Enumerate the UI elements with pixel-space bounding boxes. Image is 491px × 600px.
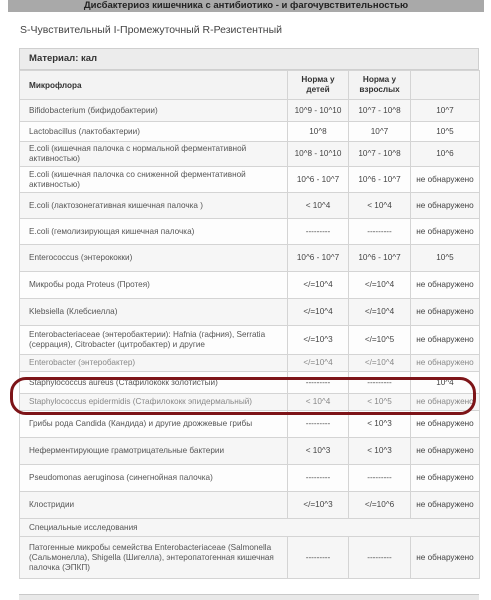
row-norm-adults: --------- [349,219,411,245]
sensitivity-legend: S-Чувствительный I-Промежуточный R-Резистентный [20,24,282,36]
row-norm-adults: 10^7 [349,122,411,142]
row-norm-adults: </=10^4 [349,272,411,299]
column-header-microflora: Микрофлора [20,71,288,100]
table-row [20,100,480,122]
row-result: не обнаружено [411,193,480,219]
row-norm-children: < 10^3 [288,438,349,465]
table-row [20,372,480,394]
row-result: не обнаружено [411,438,480,465]
section-row [20,519,480,537]
column-header-result [411,71,480,100]
row-norm-adults: </=10^6 [349,492,411,519]
table-row [20,438,480,465]
row-norm-children: --------- [288,537,349,579]
row-norm-adults: </=10^4 [349,355,411,372]
row-norm-adults: 10^7 - 10^8 [349,100,411,122]
row-organism: Патогенные микробы семейства Enterobacteriaceae (Salmonella (Сальмонелла), Shigella (Шигелла), энтеропатогенная кишечная палочка (ЭПКП) [20,537,288,579]
row-result: не обнаружено [411,219,480,245]
row-organism: Клостридии [20,492,288,519]
row-organism: Грибы рода Candida (Кандида) и другие дрожжевые грибы [20,411,288,438]
row-result: не обнаружено [411,411,480,438]
row-norm-adults: --------- [349,465,411,492]
row-norm-children: --------- [288,219,349,245]
row-result: 10^4 [411,372,480,394]
row-organism: E.coli (гемолизирующая кишечная палочка) [20,219,288,245]
row-norm-adults: 10^6 - 10^7 [349,167,411,193]
table-row [20,394,480,411]
row-organism: Bifidobacterium (бифидобактерии) [20,100,288,122]
row-result: не обнаружено [411,537,480,579]
table-row [20,355,480,372]
table-header-row [20,71,480,100]
row-result: не обнаружено [411,272,480,299]
row-organism: E.coli (кишечная палочка с нормальной ферментативной активностью) [20,142,288,167]
row-organism: Enterobacteriaceae (энтеробактерии): Hafnia (гафния), Serratia (серрация), Citrobacter (цитробактер) и другие [20,326,288,355]
table-row [20,299,480,326]
row-norm-adults: --------- [349,372,411,394]
row-organism: E.coli (лактозонегативная кишечная палочка ) [20,193,288,219]
table-row [20,219,480,245]
row-norm-adults: </=10^5 [349,326,411,355]
column-header-norm-children: Норма у детей [288,71,349,100]
row-norm-children: --------- [288,372,349,394]
row-result: не обнаружено [411,394,480,411]
row-norm-children: < 10^4 [288,394,349,411]
material-label: Материал: кал [19,48,479,70]
table-row [20,122,480,142]
row-norm-adults: 10^7 - 10^8 [349,142,411,167]
row-result: не обнаружено [411,465,480,492]
table-row [20,537,480,579]
row-norm-children: 10^6 - 10^7 [288,167,349,193]
row-organism: Staphylococcus aureus (Стафилококк золотистый) [20,372,288,394]
row-norm-children: 10^6 - 10^7 [288,245,349,272]
row-result: не обнаружено [411,326,480,355]
row-organism: Enterobacter (энтеробактер) [20,355,288,372]
row-result: не обнаружено [411,355,480,372]
row-result: не обнаружено [411,299,480,326]
row-norm-children: < 10^4 [288,193,349,219]
row-norm-adults: < 10^3 [349,438,411,465]
microflora-table [19,70,480,579]
row-result: не обнаружено [411,492,480,519]
row-organism: Staphylococcus epidermidis (Стафилококк эпидермальный) [20,394,288,411]
row-result: не обнаружено [411,167,480,193]
row-norm-children: </=10^4 [288,299,349,326]
table-row [20,465,480,492]
table-row [20,326,480,355]
table-row [20,272,480,299]
row-norm-children: 10^9 - 10^10 [288,100,349,122]
table-row [20,492,480,519]
table-row [20,167,480,193]
row-result: 10^5 [411,245,480,272]
row-organism: Микробы рода Proteus (Протея) [20,272,288,299]
row-norm-children: --------- [288,411,349,438]
row-norm-adults: < 10^3 [349,411,411,438]
row-norm-children: </=10^4 [288,355,349,372]
row-organism: Неферментирующие грамотрицательные бактерии [20,438,288,465]
row-norm-children: </=10^3 [288,326,349,355]
table-row [20,193,480,219]
row-result: 10^7 [411,100,480,122]
row-norm-children: 10^8 - 10^10 [288,142,349,167]
row-organism: Lactobacillus (лактобактерии) [20,122,288,142]
table-row [20,245,480,272]
row-norm-adults: 10^6 - 10^7 [349,245,411,272]
row-result: 10^5 [411,122,480,142]
row-norm-adults: < 10^4 [349,193,411,219]
row-norm-children: </=10^4 [288,272,349,299]
row-norm-children: 10^8 [288,122,349,142]
row-norm-adults: </=10^4 [349,299,411,326]
row-norm-children: --------- [288,465,349,492]
special-tests-heading: Специальные исследования [20,519,480,537]
column-header-norm-adults: Норма у взрослых [349,71,411,100]
row-organism: E.coli (кишечная палочка со сниженной ферментативной активностью) [20,167,288,193]
row-result: 10^6 [411,142,480,167]
report-title-bar: Дисбактериоз кишечника с антибиотико - и фагочувствительностью [8,0,484,12]
row-norm-adults: < 10^5 [349,394,411,411]
table-row [20,411,480,438]
row-organism: Pseudomonas aeruginosa (синегнойная палочка) [20,465,288,492]
cut-off-row [19,594,479,600]
row-norm-adults: --------- [349,537,411,579]
row-organism: Enterococcus (энтерококки) [20,245,288,272]
table-row [20,142,480,167]
row-organism: Klebsiella (Клебсиелла) [20,299,288,326]
row-norm-children: </=10^3 [288,492,349,519]
